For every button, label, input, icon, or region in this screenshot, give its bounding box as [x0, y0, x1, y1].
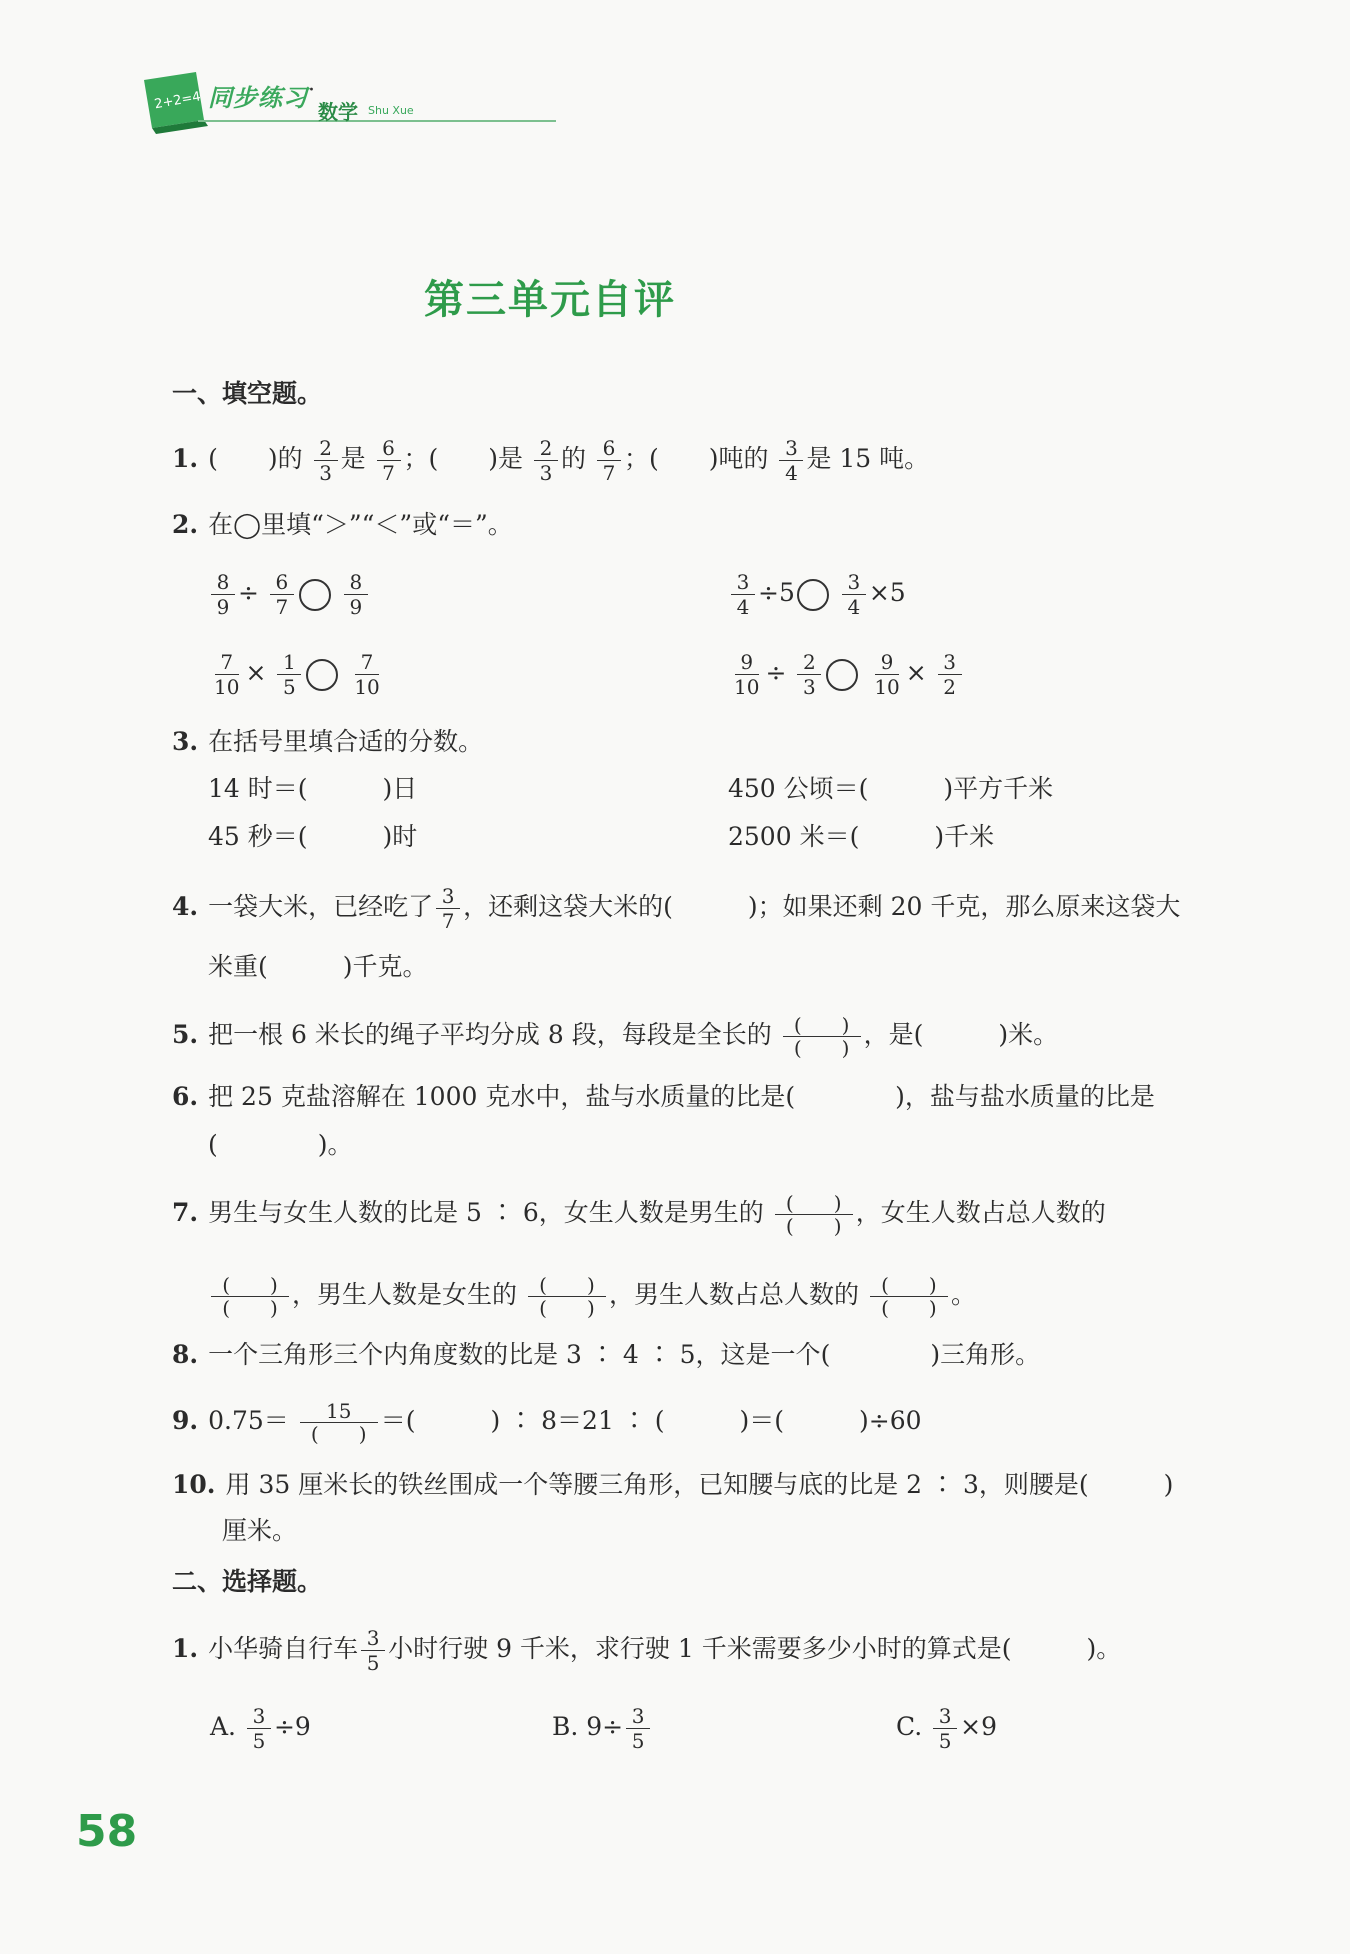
section-fill-blank: 一、填空题。	[172, 379, 323, 408]
subject-label: 数学	[318, 100, 358, 124]
compare-row-1a: $\frac{8}{9}$ ÷ $\frac{6}{7}$ $\frac{8}{9}$	[208, 570, 371, 619]
question-4-cont: 米重( )千克。	[208, 952, 428, 981]
compare-circle[interactable]	[797, 579, 829, 611]
question-5: 5. 把一根 6 米长的绳子平均分成 8 段，每段是全长的 ( ) ( ) ，是( )米。	[172, 1013, 1059, 1060]
q3-item-a: 14 时＝( )日	[208, 774, 418, 803]
question-3: 3. 在括号里填合适的分数。	[172, 727, 484, 756]
q3-item-b: 450 公顷＝( )平方千米	[728, 774, 1054, 803]
question-8: 8. 一个三角形三个内角度数的比是 3 ∶ 4 ∶ 5，这是一个( )三角形。	[172, 1340, 1041, 1369]
blank-fraction: ( ) ( )	[211, 1274, 289, 1319]
header-dot: ·	[308, 78, 315, 103]
question-9: 9. 0.75＝ 15 ( ) ＝( ) ∶ 8＝21 ∶ ( )＝( )÷60	[172, 1399, 922, 1446]
fraction: $\frac{6}{7}$	[597, 436, 621, 485]
svg-text:2+2=4: 2+2=4	[153, 89, 202, 113]
fraction: $\frac{2}{3}$	[314, 436, 338, 485]
question-6-cont: ( )。	[208, 1130, 353, 1159]
page-title: 第三单元自评	[424, 276, 676, 323]
option-b[interactable]: B. 9÷ $\frac{3}{5}$	[552, 1704, 653, 1753]
fraction: $\frac{3}{4}$	[779, 436, 803, 485]
compare-row-2a: $\frac{7}{10}$ × $\frac{1}{5}$ $\frac{7}{10}$	[214, 650, 380, 699]
option-a[interactable]: A. $\frac{3}{5}$ ÷9	[210, 1704, 311, 1753]
header-line	[198, 120, 556, 122]
question-6: 6. 把 25 克盐溶解在 1000 克水中，盐与水质量的比是( )，盐与盐水质量的比是	[172, 1082, 1155, 1111]
compare-circle[interactable]	[826, 659, 858, 691]
blank-fraction: ( ) ( )	[870, 1274, 948, 1319]
question-7: 7. 男生与女生人数的比是 5 ∶ 6，女生人数是男生的 ( ) ( ) ，女生人数占总人数的	[172, 1191, 1106, 1238]
compare-circle[interactable]	[299, 579, 331, 611]
question-2: 2. 在◯里填“＞”“＜”或“＝”。	[172, 510, 513, 539]
blank-fraction: ( ) ( )	[783, 1014, 861, 1059]
compare-row-2b: $\frac{9}{10}$ ÷ $\frac{2}{3}$ $\frac{9}{10}$ × $\frac{3}{2}$	[728, 650, 965, 699]
choice-question-1: 1. 小华骑自行车 $\frac{3}{5}$ 小时行驶 9 千米，求行驶 1 千米需要多少小时的算式是( )。	[172, 1626, 1122, 1675]
blank-fraction: ( ) ( )	[775, 1192, 853, 1237]
series-title: 同步练习	[208, 84, 308, 112]
compare-circle[interactable]	[306, 659, 338, 691]
q3-item-c: 45 秒＝( )时	[208, 822, 418, 851]
compare-row-1b: $\frac{3}{4}$ ÷5 $\frac{3}{4}$ ×5	[728, 570, 906, 619]
subject-pinyin: Shu Xue	[368, 104, 414, 117]
blank-fraction: ( ) ( )	[528, 1274, 606, 1319]
question-7-cont: ( ) ( ) ，男生人数是女生的 ( ) ( ) ，男生人数占总人数的 ( ) ( ) 。	[208, 1274, 976, 1319]
fraction: $\frac{2}{3}$	[534, 436, 558, 485]
question-10-cont: 厘米。	[222, 1516, 298, 1545]
header-banner	[138, 72, 420, 128]
q3-item-d: 2500 米＝( )千米	[728, 822, 995, 851]
page-number: 58	[76, 1806, 138, 1857]
question-10: 10. 用 35 厘米长的铁丝围成一个等腰三角形，已知腰与底的比是 2 ∶ 3，则腰是( )	[172, 1470, 1174, 1499]
fraction: $\frac{6}{7}$	[377, 436, 401, 485]
question-1: 1. ( )的 $\frac{2}{3}$ 是 $\frac{6}{7}$ ；( )是 $\frac{2}{3}$ 的 $\frac{6}{7}$ ；( )吨的 $\frac{3}{4}$ 是 15 吨。	[172, 436, 930, 485]
section-choice: 二、选择题。	[172, 1567, 323, 1596]
fraction: 15 ( )	[300, 1400, 378, 1445]
question-4: 4. 一袋大米，已经吃了 $\frac{3}{7}$ ，还剩这袋大米的( )；如果还剩 20 千克，那么原来这袋大	[172, 884, 1181, 933]
option-c[interactable]: C. $\frac{3}{5}$ ×9	[896, 1704, 997, 1753]
